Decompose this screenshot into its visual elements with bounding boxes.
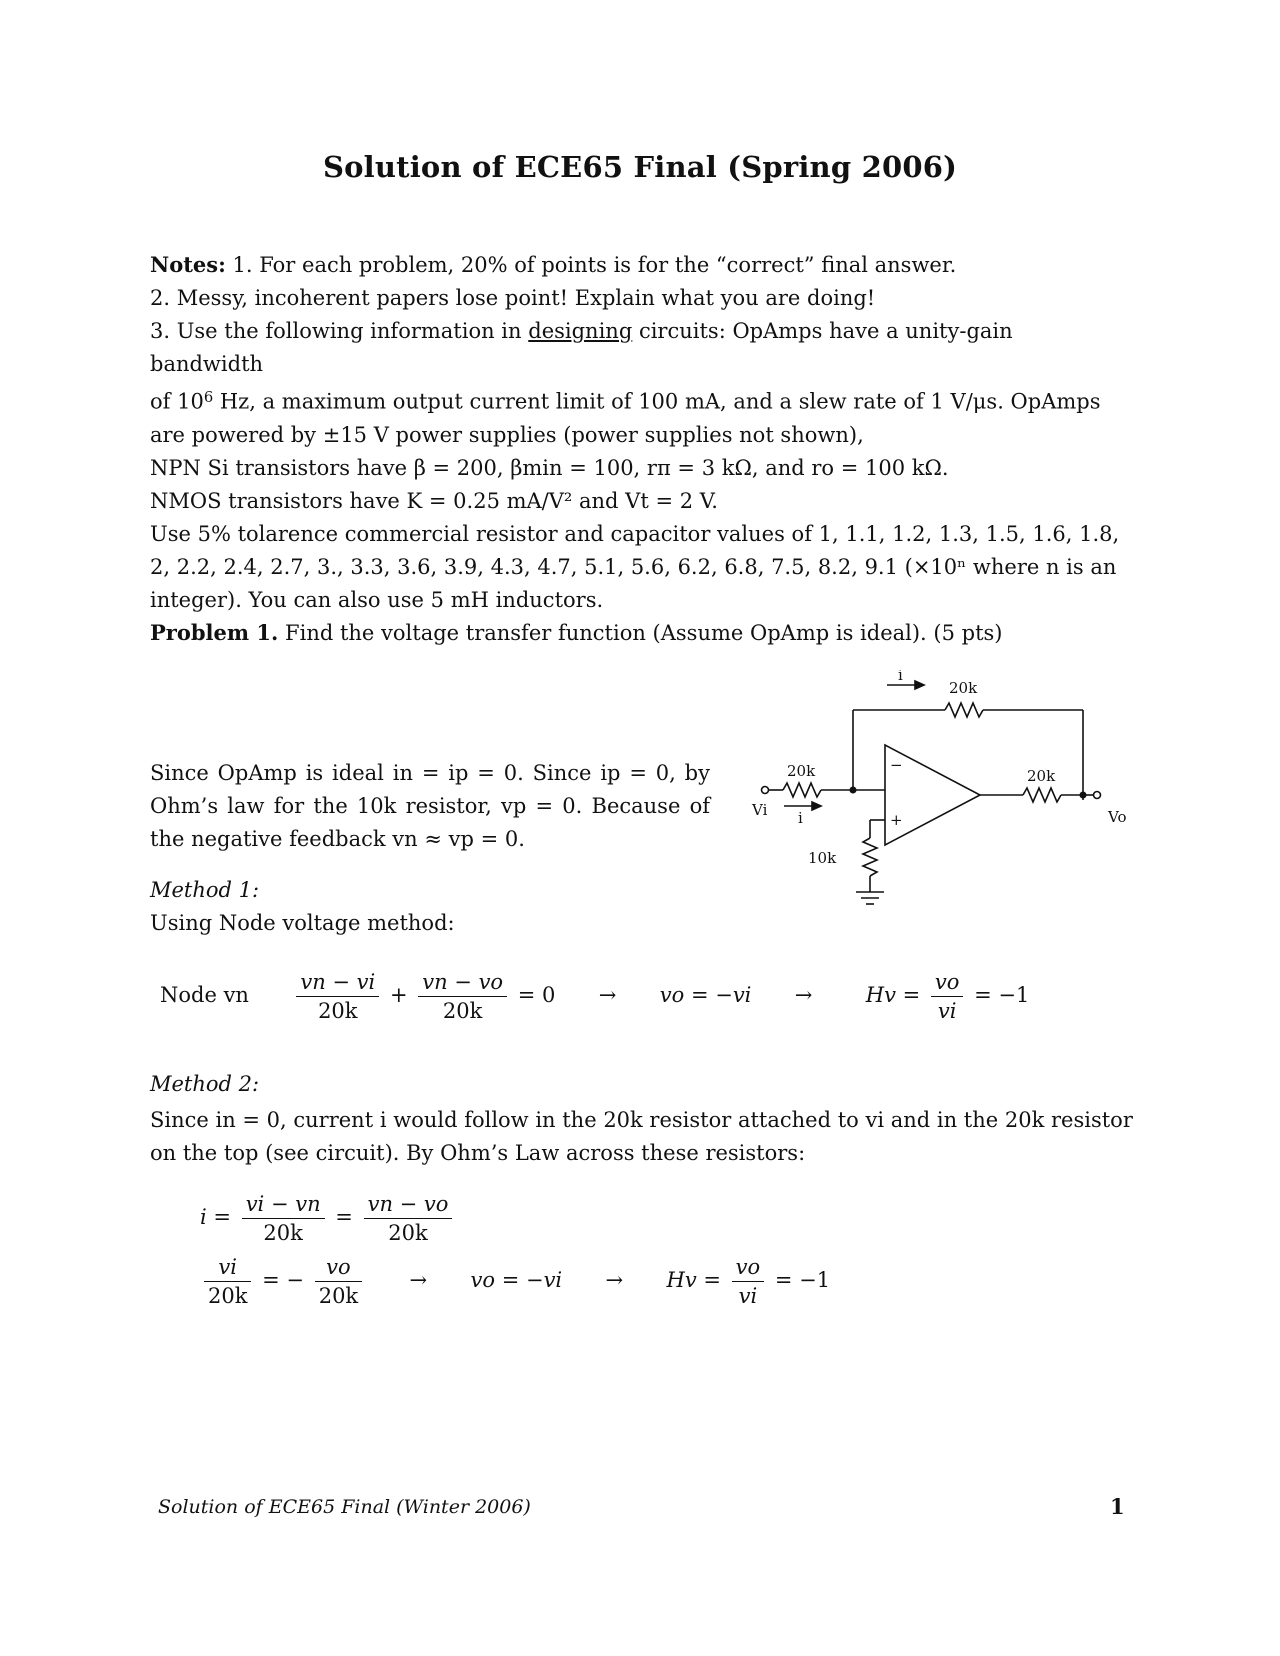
- method-1-equation: Node vn $\frac{vn - vi}{20k}$ + $\frac{vn - vo}{20k}$ = 0 → vo = −vi → Hv = $\frac{vo}{vi}$ = −1: [160, 970, 1030, 1023]
- notes-line-8: Use 5% tolarence commercial resistor and capacitor values of 1, 1.1, 1.2, 1.3, 1.5, 1.6, 1.8,: [150, 521, 1120, 546]
- node-dot-input: [850, 787, 857, 794]
- notes-exponent: 6: [203, 389, 214, 406]
- label-i-in: i: [798, 809, 803, 827]
- label-vo: Vo: [1108, 808, 1127, 826]
- method-2-heading: Method 2:: [150, 1072, 260, 1096]
- output-terminal: [1094, 792, 1101, 799]
- notes-line-3-pre: 3. Use the following information in: [150, 319, 522, 343]
- fraction-m2-4: $\frac{vo}{20k}$: [315, 1255, 362, 1308]
- method-1-result: vo = −vi: [659, 983, 752, 1007]
- resistor-input: [783, 783, 821, 797]
- label-r-gnd: 10k: [808, 849, 837, 867]
- problem-1-label: Problem 1.: [150, 620, 279, 645]
- fraction-m2-3: $\frac{vi}{20k}$: [204, 1255, 251, 1308]
- method-1-heading: Method 1:: [150, 878, 260, 902]
- opamp-minus-label: −: [890, 756, 903, 774]
- fraction-m2-2: $\frac{vn - vo}{20k}$: [364, 1192, 453, 1245]
- label-i-top: i: [898, 670, 903, 684]
- notes-line-10: integer). You can also use 5 mH inductors.: [150, 587, 604, 612]
- notes-block: [150, 248, 1130, 617]
- ideal-opamp-explanation: Since OpAmp is ideal in = ip = 0. Since ip = 0, by Ohm’s law for the 10k resistor, vp = 0. Because of the negative feedback vn ≈ vp = 0.: [150, 761, 710, 851]
- method-2-equation-2: $\frac{vi}{20k}$ = − $\frac{vo}{20k}$ → vo = −vi → Hv = $\frac{vo}{vi}$ = −1: [200, 1255, 830, 1308]
- notes-line-4b: Hz, a maximum output current limit of 100 mA, and a slew rate of 1 V/μs. OpAmps: [219, 389, 1101, 414]
- notes-line-3-post: circuits: OpAmps have a unity-gain bandwidth: [150, 319, 1013, 376]
- resistor-output: [1023, 788, 1061, 802]
- method-2-text: Since in = 0, current i would follow in the 20k resistor attached to vi and in the 20k resistor on the top (see circuit). By Ohm’s Law across these resistors:: [150, 1108, 1133, 1165]
- notes-line-1: 1. For each problem, 20% of points is for the “correct” final answer.: [232, 253, 957, 277]
- equals-zero: = 0: [517, 983, 556, 1007]
- input-terminal: [762, 787, 769, 794]
- page-title: Solution of ECE65 Final (Spring 2006): [322, 150, 958, 184]
- arrow-2: →: [794, 983, 813, 1007]
- hv-label-2: Hv =: [666, 1268, 721, 1292]
- notes-heading: Notes:: [150, 252, 226, 277]
- fraction-hv-2: $\frac{vo}{vi}$: [732, 1255, 765, 1308]
- problem-1-text: Find the voltage transfer function (Assume OpAmp is ideal). (5 pts): [285, 621, 1003, 645]
- notes-line-7: NMOS transistors have K = 0.25 mA/V² and Vt = 2 V.: [150, 488, 718, 513]
- method-1-text: Using Node voltage method:: [150, 911, 455, 935]
- notes-line-9: 2, 2.2, 2.4, 2.7, 3., 3.3, 3.6, 3.9, 4.3, 4.7, 5.1, 5.6, 6.2, 6.8, 7.5, 8.2, 9.1 (×10ⁿ where n is an: [150, 554, 1117, 579]
- resistor-ground: [863, 838, 877, 876]
- problem-1-statement: [150, 620, 1130, 645]
- arrow-1: →: [598, 983, 617, 1007]
- resistor-feedback: [945, 703, 983, 717]
- fraction-m2-1: $\frac{vi - vn}{20k}$: [242, 1192, 325, 1245]
- label-vi: Vi: [752, 801, 768, 819]
- notes-line-2: 2. Messy, incoherent papers lose point! Explain what you are doing!: [150, 286, 876, 310]
- hv-value: = −1: [974, 983, 1030, 1007]
- notes-line-4a: of 10: [150, 389, 204, 414]
- i-equals: i =: [200, 1205, 231, 1229]
- page-number: 1: [1110, 1494, 1125, 1519]
- label-r-in: 20k: [787, 762, 816, 780]
- page-footer: Solution of ECE65 Final (Winter 2006): [158, 1496, 531, 1518]
- notes-designing: designing: [528, 319, 633, 343]
- fraction-1: $\frac{vn - vi}{20k}$: [296, 970, 379, 1023]
- node-dot-output: [1080, 792, 1087, 799]
- notes-line-5: are powered by ±15 V power supplies (power supplies not shown),: [150, 422, 864, 447]
- hv-value-2: = −1: [774, 1268, 831, 1292]
- fraction-hv: $\frac{vo}{vi}$: [931, 970, 964, 1023]
- node-label: Node vn: [160, 983, 249, 1007]
- label-r-top: 20k: [949, 679, 978, 697]
- label-r-out: 20k: [1027, 767, 1056, 785]
- inverting-amplifier-circuit: [740, 670, 1140, 950]
- method-2-result: vo = −vi: [470, 1268, 563, 1292]
- opamp-plus-label: +: [890, 811, 903, 829]
- method-2-equation-1: i = $\frac{vi - vn}{20k}$ = $\frac{vn - vo}{20k}$: [200, 1192, 456, 1245]
- hv-label: Hv =: [865, 983, 921, 1007]
- notes-line-6: NPN Si transistors have β = 200, βmin = 100, rπ = 3 kΩ, and ro = 100 kΩ.: [150, 455, 949, 480]
- fraction-2: $\frac{vn - vo}{20k}$: [418, 970, 507, 1023]
